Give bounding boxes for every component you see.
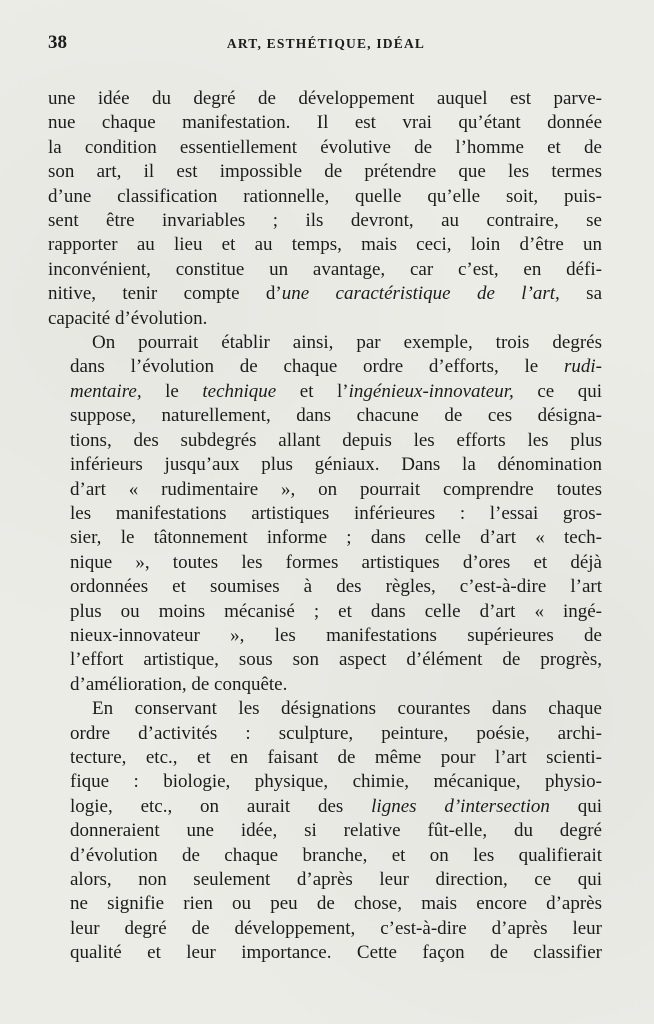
text-line bbox=[48, 526, 602, 550]
text-line bbox=[48, 258, 602, 282]
text-run: fique : biologie, physique, chimie, mécanique, physio- bbox=[70, 771, 602, 793]
text-run: leur degré de développement, c’est-à-dire d’après leur bbox=[70, 917, 602, 939]
text-line bbox=[48, 868, 602, 892]
text-line bbox=[48, 551, 602, 575]
text-run: alors, non seulement d’après leur direction, ce qui bbox=[70, 869, 602, 890]
text-line bbox=[48, 185, 602, 209]
text-run: et l’ bbox=[276, 380, 349, 402]
text-run: une idée du degré de développement auquel est parve- bbox=[48, 88, 602, 109]
text-run: capacité d’évolution. bbox=[48, 307, 208, 329]
text-run: En conservant les désignations courantes dans chaque bbox=[92, 698, 602, 720]
italic-run: lignes d’intersection bbox=[371, 795, 550, 817]
text-line bbox=[48, 941, 602, 965]
text-run: rapporter au lieu et au temps, mais ceci, loin d’être un bbox=[48, 234, 602, 256]
text-run: plus ou moins mécanisé ; et dans celle d’art « ingé- bbox=[70, 600, 602, 622]
text-line bbox=[48, 478, 602, 502]
text-run: nique », toutes les formes artistiques d’ores et déjà bbox=[70, 551, 602, 573]
text-run: sa bbox=[559, 283, 603, 305]
text-run: nitive, tenir compte d’ bbox=[48, 283, 282, 305]
text-line bbox=[48, 600, 602, 624]
italic-run: une caractéristique de l’art, bbox=[281, 283, 560, 305]
text-line bbox=[48, 380, 602, 404]
text-run: d’amélioration, de conquête. bbox=[70, 673, 288, 695]
text-line bbox=[48, 770, 602, 794]
paragraph bbox=[48, 697, 602, 965]
text-line bbox=[48, 575, 602, 599]
text-run: nue chaque manifestation. Il est vrai qu’étant donnée bbox=[48, 112, 602, 134]
text-run: nieux-innovateur », les manifestations supérieures de bbox=[70, 624, 602, 646]
text-line bbox=[48, 624, 602, 648]
text-run: inconvénient, constitue un avantage, car c’est, en défi- bbox=[48, 258, 602, 280]
text-run: logie, etc., on aurait des bbox=[70, 795, 372, 817]
text-line bbox=[48, 355, 602, 379]
text-run: d’une classification rationnelle, quelle qu’elle soit, puis- bbox=[48, 185, 602, 207]
text-run: sier, le tâtonnement informe ; dans celle d’art « tech- bbox=[70, 527, 602, 549]
page-number: 38 bbox=[48, 32, 67, 53]
text-run: le bbox=[141, 380, 203, 402]
text-line bbox=[48, 502, 602, 526]
text-run: d’évolution de chaque branche, et on les qualifierait bbox=[70, 844, 602, 866]
paragraph bbox=[48, 87, 602, 331]
text-run: d’art « rudimentaire », on pourrait comprendre toutes bbox=[70, 478, 602, 500]
text-line bbox=[48, 722, 602, 746]
text-run: dans l’évolution de chaque ordre d’efforts, le bbox=[70, 356, 564, 378]
text-line bbox=[48, 233, 602, 257]
text-line bbox=[48, 917, 602, 941]
text-run: ce qui bbox=[513, 380, 602, 402]
text-run: tions, des subdegrés allant depuis les efforts les plus bbox=[70, 429, 602, 451]
text-run: On pourrait établir ainsi, par exemple, trois degrés bbox=[92, 332, 602, 354]
running-title: ART, ESTHÉTIQUE, IDÉAL bbox=[226, 36, 426, 51]
text-line bbox=[48, 746, 602, 770]
text-run: qui bbox=[549, 795, 603, 817]
text-line bbox=[48, 282, 602, 306]
text-line bbox=[48, 404, 602, 428]
text-line bbox=[48, 429, 602, 453]
italic-run: rudi- bbox=[564, 356, 602, 378]
paragraph bbox=[48, 331, 602, 697]
text-line bbox=[48, 697, 602, 721]
text-line bbox=[48, 795, 602, 819]
text-run: tecture, etc., et en faisant de même pour l’art scienti- bbox=[70, 746, 602, 768]
page-header bbox=[48, 32, 604, 58]
text-line bbox=[48, 111, 602, 135]
text-line bbox=[48, 160, 602, 184]
text-line bbox=[48, 819, 602, 843]
text-line bbox=[48, 307, 602, 331]
text-run: ordre d’activités : sculpture, peinture, poésie, archi- bbox=[70, 722, 602, 744]
italic-run: ingénieux-innovateur, bbox=[348, 380, 514, 402]
text-run: qualité et leur importance. Cette façon de classifier bbox=[70, 942, 602, 964]
text-line bbox=[48, 648, 602, 672]
text-run: son art, il est impossible de prétendre que les termes bbox=[48, 161, 602, 183]
text-run: donneraient une idée, si relative fût-elle, du degré bbox=[70, 820, 602, 842]
text-run: sent être invariables ; ils devront, au contraire, se bbox=[48, 210, 602, 232]
text-run: l’effort artistique, sous son aspect d’élément de progrès, bbox=[70, 649, 602, 671]
text-line bbox=[48, 673, 602, 697]
text-run: suppose, naturellement, dans chacune de ces désigna- bbox=[70, 405, 602, 427]
text-run: ordonnées et soumises à des règles, c’est-à-dire l’art bbox=[70, 576, 602, 598]
text-line bbox=[48, 209, 602, 233]
text-line bbox=[48, 331, 602, 355]
body-text bbox=[48, 87, 602, 966]
text-line bbox=[48, 453, 602, 477]
text-run: inférieurs jusqu’aux plus géniaux. Dans la dénomination bbox=[70, 454, 602, 476]
text-line bbox=[48, 136, 602, 160]
italic-run: mentaire, bbox=[70, 380, 142, 402]
text-line bbox=[48, 87, 602, 111]
text-line bbox=[48, 892, 602, 916]
text-run: les manifestations artistiques inférieures : l’essai gros- bbox=[70, 502, 602, 524]
text-run: la condition essentiellement évolutive de l’homme et de bbox=[48, 136, 602, 158]
text-line bbox=[48, 844, 602, 868]
text-run: ne signifie rien ou peu de chose, mais encore d’après bbox=[70, 893, 602, 915]
italic-run: technique bbox=[202, 380, 277, 402]
